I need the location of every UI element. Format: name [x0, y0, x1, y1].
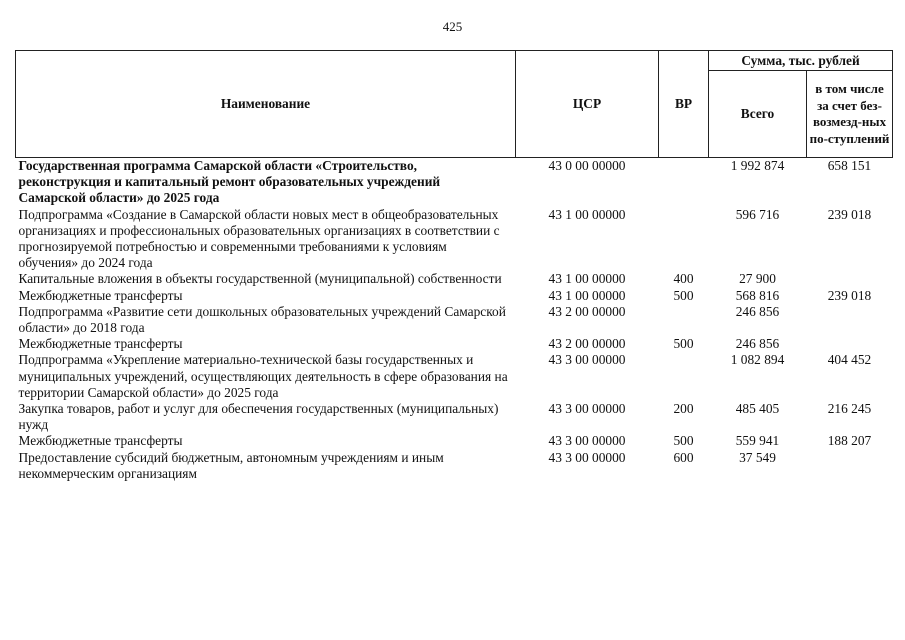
- row-name: Межбюджетные трансферты: [18, 287, 183, 303]
- row-vr: 400: [673, 271, 694, 287]
- row-including: 404 452: [827, 352, 872, 368]
- row-including: [807, 271, 893, 287]
- row-vr: 500: [673, 433, 694, 449]
- row-csr: 43 3 00 00000: [548, 449, 626, 465]
- row-vr: 500: [673, 336, 694, 352]
- row-vr: 200: [673, 401, 694, 417]
- row-vr: [659, 207, 709, 272]
- row-including: 658 151: [827, 158, 872, 173]
- header-including: в том числе за счет без-возмезд-ных по-ступлений: [807, 71, 893, 158]
- row-including: [807, 450, 893, 482]
- table-row: [16, 207, 893, 272]
- row-total: 559 941: [735, 433, 780, 449]
- row-including: [807, 304, 893, 336]
- row-including: 188 207: [827, 433, 872, 449]
- row-csr: 43 2 00 00000: [548, 303, 626, 319]
- table-row: [16, 336, 893, 352]
- row-total: 596 716: [735, 206, 780, 222]
- row-name: Подпрограмма «Укрепление материально-технической базы государственных и муниципальных учреждений, осуществляющих деятельность в сфере образования на территории Самарской области» до 2025 года: [18, 352, 508, 400]
- row-name: Капитальные вложения в объекты государственной (муниципальной) собственности: [18, 271, 502, 287]
- budget-table: [15, 50, 893, 482]
- table-row: [16, 304, 893, 336]
- row-name: Подпрограмма «Развитие сети дошкольных образовательных учреждений Самарской области» до 2018 года: [18, 303, 506, 336]
- row-including: [807, 336, 893, 352]
- row-name: Межбюджетные трансферты: [18, 336, 183, 352]
- row-name: Предоставление субсидий бюджетным, автономным учреждениям и иным некоммерческим организациям: [18, 449, 444, 481]
- table-row: [16, 433, 893, 449]
- row-vr: [659, 304, 709, 336]
- header-vr: ВР: [659, 51, 709, 158]
- row-csr: 43 3 00 00000: [548, 433, 626, 449]
- row-including: 239 018: [827, 206, 872, 222]
- table-row: [16, 158, 893, 207]
- table-row: [16, 288, 893, 304]
- row-total: 37 549: [739, 449, 776, 465]
- row-total: 27 900: [739, 271, 776, 287]
- header-total: Всего: [709, 71, 807, 158]
- table-row: [16, 271, 893, 287]
- row-vr: [659, 352, 709, 401]
- header-sum: Сумма, тыс. рублей: [709, 51, 893, 71]
- table-row: [16, 450, 893, 482]
- row-total: 1 082 894: [730, 352, 785, 368]
- table-row: [16, 352, 893, 401]
- row-name: Закупка товаров, работ и услуг для обеспечения государственных (муниципальных) нужд: [18, 401, 499, 433]
- table-body: [16, 158, 893, 483]
- page-number: 425: [442, 19, 463, 34]
- row-vr: [659, 158, 709, 207]
- row-total: 246 856: [735, 336, 780, 352]
- row-including: 216 245: [827, 401, 872, 417]
- row-csr: 43 3 00 00000: [548, 352, 626, 368]
- row-name: Межбюджетные трансферты: [18, 433, 183, 449]
- row-total: 568 816: [735, 287, 780, 303]
- row-total: 1 992 874: [730, 158, 785, 173]
- row-total: 246 856: [735, 303, 780, 319]
- header-csr: ЦСР: [516, 51, 659, 158]
- row-vr: 600: [673, 449, 694, 465]
- row-vr: 500: [673, 287, 694, 303]
- row-csr: 43 3 00 00000: [548, 401, 626, 417]
- row-total: 485 405: [735, 401, 780, 417]
- row-csr: 43 1 00 00000: [548, 287, 626, 303]
- table-row: [16, 401, 893, 433]
- row-csr: 43 1 00 00000: [548, 271, 626, 287]
- row-csr: 43 1 00 00000: [548, 206, 626, 222]
- table-header: [16, 51, 893, 158]
- header-name: Наименование: [16, 51, 516, 158]
- row-csr: 43 2 00 00000: [548, 336, 626, 352]
- row-name: Государственная программа Самарской области «Строительство, реконструкция и капитальный ремонт образовательных учреждений Самарской области» до 2025 года: [18, 158, 441, 206]
- row-name: Подпрограмма «Создание в Самарской области новых мест в общеобразовательных организациях и профессиональных образовательных организациях в соответствии с прогнозируемой потребностью и современными требованиями к условиям обучения» до 2024 года: [18, 206, 500, 271]
- row-including: 239 018: [827, 287, 872, 303]
- row-csr: 43 0 00 00000: [548, 158, 626, 173]
